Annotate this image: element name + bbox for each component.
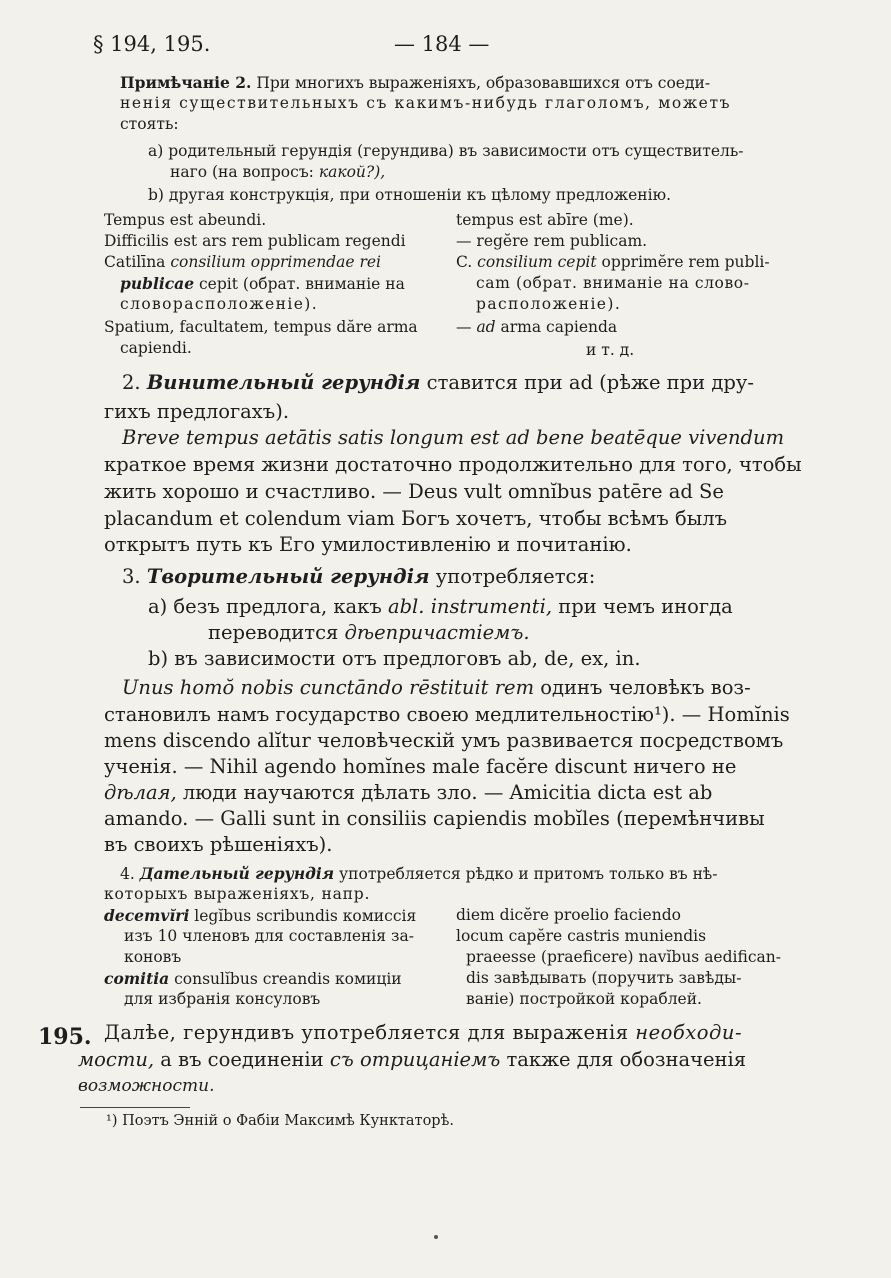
example-text: cepit (обрат. вниманіе на xyxy=(194,275,405,293)
example-left-4 xyxy=(120,273,405,295)
para3-example-2: становилъ намъ государство своею медлительностію¹). — Homĭnis xyxy=(104,703,790,726)
para4-left-3: коновъ xyxy=(124,948,182,966)
example-italic: consilium cepit xyxy=(477,253,597,271)
para3-text: употребляется: xyxy=(429,565,596,588)
para2-line-6: placandum et colendum viam Богъ хочетъ, чтобы всѣмъ былъ xyxy=(104,507,728,530)
footnote-rule xyxy=(80,1107,190,1108)
example-right-5: расположеніе). xyxy=(476,295,622,313)
para2-latin-example: Breve tempus aetātis satis longum est ad bene beatēque vivendum xyxy=(122,426,785,449)
remark-a-italic: какой?), xyxy=(318,163,386,181)
para4-italic: decemvĭri xyxy=(104,906,190,925)
example-left-1: Tempus est abeundi. xyxy=(104,211,267,229)
para2-line-1 xyxy=(122,368,754,397)
example-right-7: и т. д. xyxy=(586,341,635,359)
para3-text: одинъ человѣкъ воз- xyxy=(534,676,751,699)
example-left-6: Spatium, facultatem, tempus dăre arma xyxy=(104,318,418,336)
para3-text: при чемъ иногда xyxy=(552,595,733,618)
para3-italic: дѣлая, xyxy=(104,781,177,804)
para4-right-4: dis завѣдывать (поручить завѣды- xyxy=(466,969,742,987)
para3-heading: Творительный герундія xyxy=(146,565,430,588)
para2-heading: Винительный герундія xyxy=(146,371,421,394)
remark-item-a-cont xyxy=(170,162,385,183)
para3-item-a-cont xyxy=(208,618,530,647)
para2-text: ставится при ad (рѣже при дру- xyxy=(420,371,754,394)
example-text: opprimĕre rem publi- xyxy=(596,253,770,271)
para4-left-5: для избранія консуловъ xyxy=(124,990,321,1008)
example-left-3 xyxy=(104,252,381,273)
example-right-6 xyxy=(456,317,617,338)
para4-heading: Дательный герундія xyxy=(139,864,335,883)
para4-right-1: diem dicĕre proelio faciendo xyxy=(456,906,681,924)
para4-text: употребляется рѣдко и притомъ только въ нѣ- xyxy=(334,865,718,883)
para3-example-3: mens discendo alĭtur человѣческій умъ развивается посредствомъ xyxy=(104,729,784,752)
remark-line-3: стоять: xyxy=(120,115,179,133)
section-195-line-1 xyxy=(104,1018,742,1047)
para4-line-1 xyxy=(120,863,718,885)
example-right-1: tempus est abīre (me). xyxy=(456,211,634,229)
para3-text: переводится xyxy=(208,621,345,644)
print-speck xyxy=(434,1235,438,1239)
remark-item-b: b) другая конструкція, при отношеніи къ цѣлому предложенію. xyxy=(148,186,672,204)
example-right-3 xyxy=(456,252,770,273)
para3-italic: abl. instrumenti, xyxy=(387,595,553,618)
remark-line-1 xyxy=(120,72,710,94)
section-reference: § 194, 195. xyxy=(93,32,211,56)
remark-label: Примѣчаніе 2. xyxy=(120,73,252,92)
para4-right-3: praeesse (praeficere) navĭbus aedifican- xyxy=(466,948,781,966)
para3-line-1 xyxy=(122,562,595,591)
para4-number: 4. xyxy=(120,865,135,883)
remark-a-text: наго (на вопросъ: xyxy=(170,163,319,181)
example-right-4: cam (обрат. вниманіе на слово- xyxy=(476,274,750,292)
example-left-2: Difficilis est ars rem publicam regendi xyxy=(104,232,406,250)
footnote: ¹) Поэтъ Энній о Фабіи Максимѣ Кунктаторѣ. xyxy=(106,1113,454,1129)
remark-item-a: a) родительный герундія (герундива) въ зависимости отъ существитель- xyxy=(148,142,744,160)
para4-line-2: которыхъ выраженіяхъ, напр. xyxy=(104,885,371,903)
section-195-italic: необходи- xyxy=(635,1021,743,1044)
example-text: — xyxy=(456,318,477,336)
section-195-number: 195. xyxy=(38,1024,92,1050)
section-195-italic: съ отрицаніемъ xyxy=(329,1048,501,1071)
para4-left-4 xyxy=(104,968,402,990)
para2-number: 2. xyxy=(122,371,141,394)
para3-example-4: ученія. — Nihil agendo homĭnes male facĕre discunt ничего не xyxy=(104,755,737,778)
para2-line-4: краткое время жизни достаточно продолжительно для того, чтобы xyxy=(104,453,802,476)
example-left-5: словорасположеніе). xyxy=(120,295,319,313)
remark-text: При многихъ выраженіяхъ, образовавшихся отъ соеди- xyxy=(256,74,711,92)
section-195-text: также для обозначенія xyxy=(500,1048,747,1071)
para3-example-1 xyxy=(122,673,751,702)
para3-text: люди научаются дѣлать зло. — Amicitia dicta est ab xyxy=(176,781,713,804)
para3-italic: Unus homŏ nobis cunctāndo rēstituit rem xyxy=(122,676,535,699)
section-195-italic: мости, xyxy=(78,1048,155,1071)
remark-line-2: ненія существительныхъ съ какимъ-нибудь глаголомъ, можетъ xyxy=(120,94,732,112)
para3-text: a) безъ предлога, какъ xyxy=(148,595,388,618)
para2-line-2: гихъ предлогахъ). xyxy=(104,400,290,423)
section-195-line-3: возможности. xyxy=(78,1076,215,1096)
para3-item-a xyxy=(148,592,733,621)
para2-line-7: открытъ путь къ Его умилостивленію и почитанію. xyxy=(104,533,632,556)
section-195-text: Далѣе, герундивъ употребляется для выраженія xyxy=(104,1021,636,1044)
para3-italic: дѣепричастіемъ. xyxy=(344,621,530,644)
para4-text: legĭbus scribundis комиссія xyxy=(189,907,417,925)
para4-text: consulĭbus creandis комиціи xyxy=(169,970,402,988)
example-text: C. xyxy=(456,253,478,271)
para2-line-5: жить хорошо и счастливо. — Deus vult omnĭbus patēre ad Se xyxy=(104,480,724,503)
para3-item-b: b) въ зависимости отъ предлоговъ ab, de, ex, in. xyxy=(148,647,641,670)
example-text: Catilīna xyxy=(104,253,171,271)
example-text: arma capienda xyxy=(495,318,618,336)
para4-right-5: ваніе) постройкой кораблей. xyxy=(466,990,702,1008)
example-left-7: capiendi. xyxy=(120,339,192,357)
para4-left-2: изъ 10 членовъ для составленія за- xyxy=(124,927,414,945)
example-italic: ad xyxy=(476,318,496,336)
example-italic: publicae xyxy=(120,274,195,293)
section-195-text: а въ соединеніи xyxy=(154,1048,330,1071)
para3-number: 3. xyxy=(122,565,141,588)
para4-left-1 xyxy=(104,905,416,927)
para4-italic: comitia xyxy=(104,969,170,988)
section-195-line-2 xyxy=(78,1045,746,1074)
example-right-2: — regĕre rem publicam. xyxy=(456,232,648,250)
para3-example-7: въ своихъ рѣшеніяхъ). xyxy=(104,833,333,856)
para4-right-2: locum capĕre castris muniendis xyxy=(456,927,707,945)
example-italic: consilium opprimendae rei xyxy=(170,253,381,271)
page-number: — 184 — xyxy=(394,32,490,56)
para3-example-5 xyxy=(104,778,712,807)
para3-example-6: amando. — Galli sunt in consiliis capiendis mobĭles (перемѣнчивы xyxy=(104,807,765,830)
